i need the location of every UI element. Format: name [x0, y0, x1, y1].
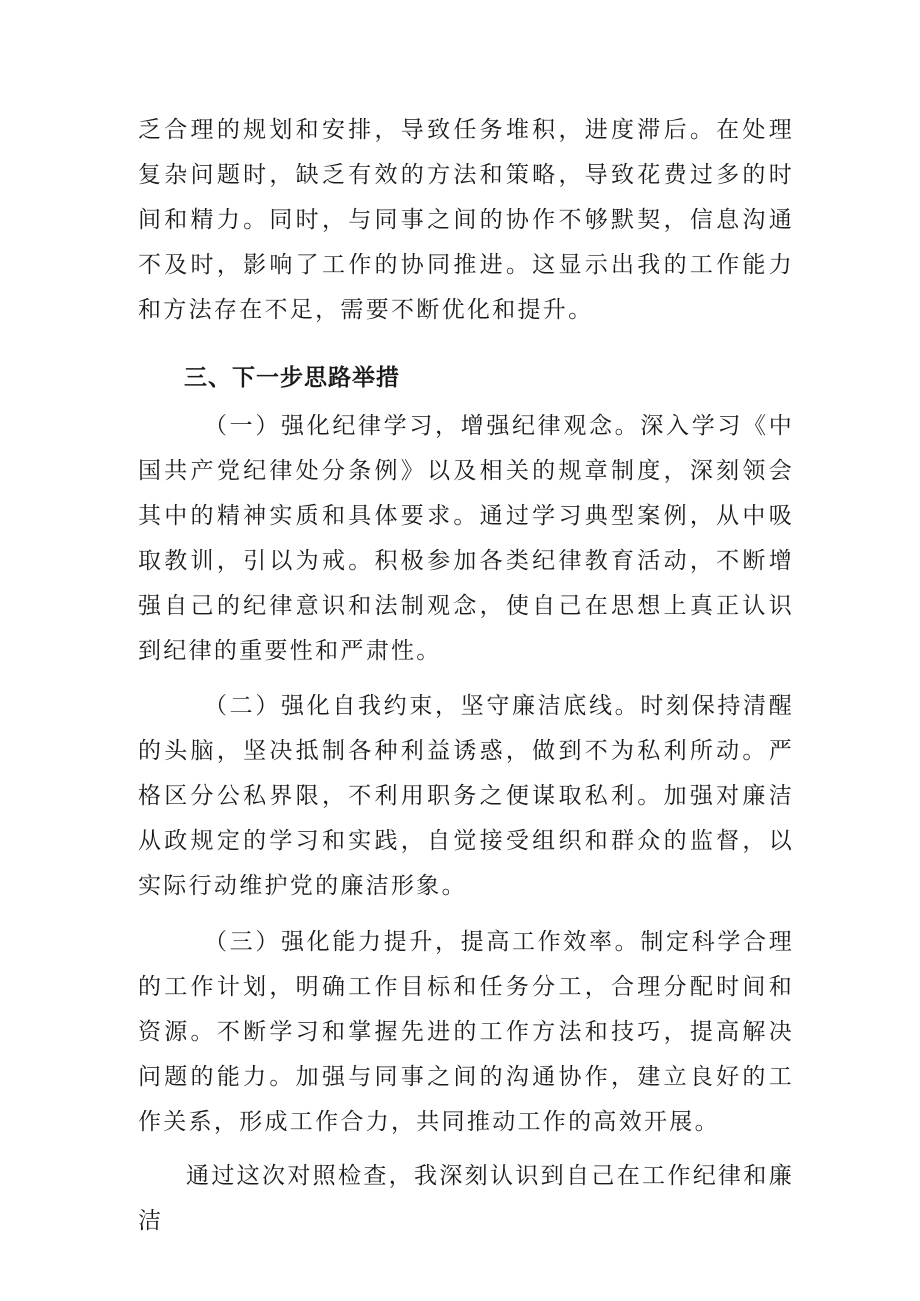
paragraph-capability-improvement: （三）强化能力提升，提高工作效率。制定科学合理的工作计划，明确工作目标和任务分工，合理分配时间和资源。不断学习和掌握先进的工作方法和技巧，提高解决问题的能力。加强与同事之间的沟通协作，建立良好的工作关系，形成工作合力，共同推动工作的高效开展。: [138, 929, 794, 1135]
section-heading-next-steps: 三、下一步思路举措: [184, 365, 400, 391]
paragraph-work-methods: 乏合理的规划和安排，导致任务堆积，进度滞后。在处理复杂问题时，缺乏有效的方法和策略，导致花费过多的时间和精力。同时，与同事之间的协作不够默契，信息沟通不及时，影响了工作的协同推进。这显示出我的工作能力和方法存在不足，需要不断优化和提升。: [138, 117, 794, 323]
paragraph-self-restraint: （二）强化自我约束，坚守廉洁底线。时刻保持清醒的头脑，坚决抵制各种利益诱惑，做到不为私利所动。严格区分公私界限，不利用职务之便谋取私利。加强对廉洁从政规定的学习和实践，自觉接受组织和群众的监督，以实际行动维护党的廉洁形象。: [138, 693, 794, 899]
paragraph-conclusion-start: 通过这次对照检查，我深刻认识到自己在工作纪律和廉洁: [138, 1163, 794, 1234]
paragraph-discipline-study: （一）强化纪律学习，增强纪律观念。深入学习《中国共产党纪律处分条例》以及相关的规章制度，深刻领会其中的精神实质和具体要求。通过学习典型案例，从中吸取教训，引以为戒。积极参加各类纪律教育活动，不断增强自己的纪律意识和法制观念，使自己在思想上真正认识到纪律的重要性和严肃性。: [138, 413, 794, 664]
